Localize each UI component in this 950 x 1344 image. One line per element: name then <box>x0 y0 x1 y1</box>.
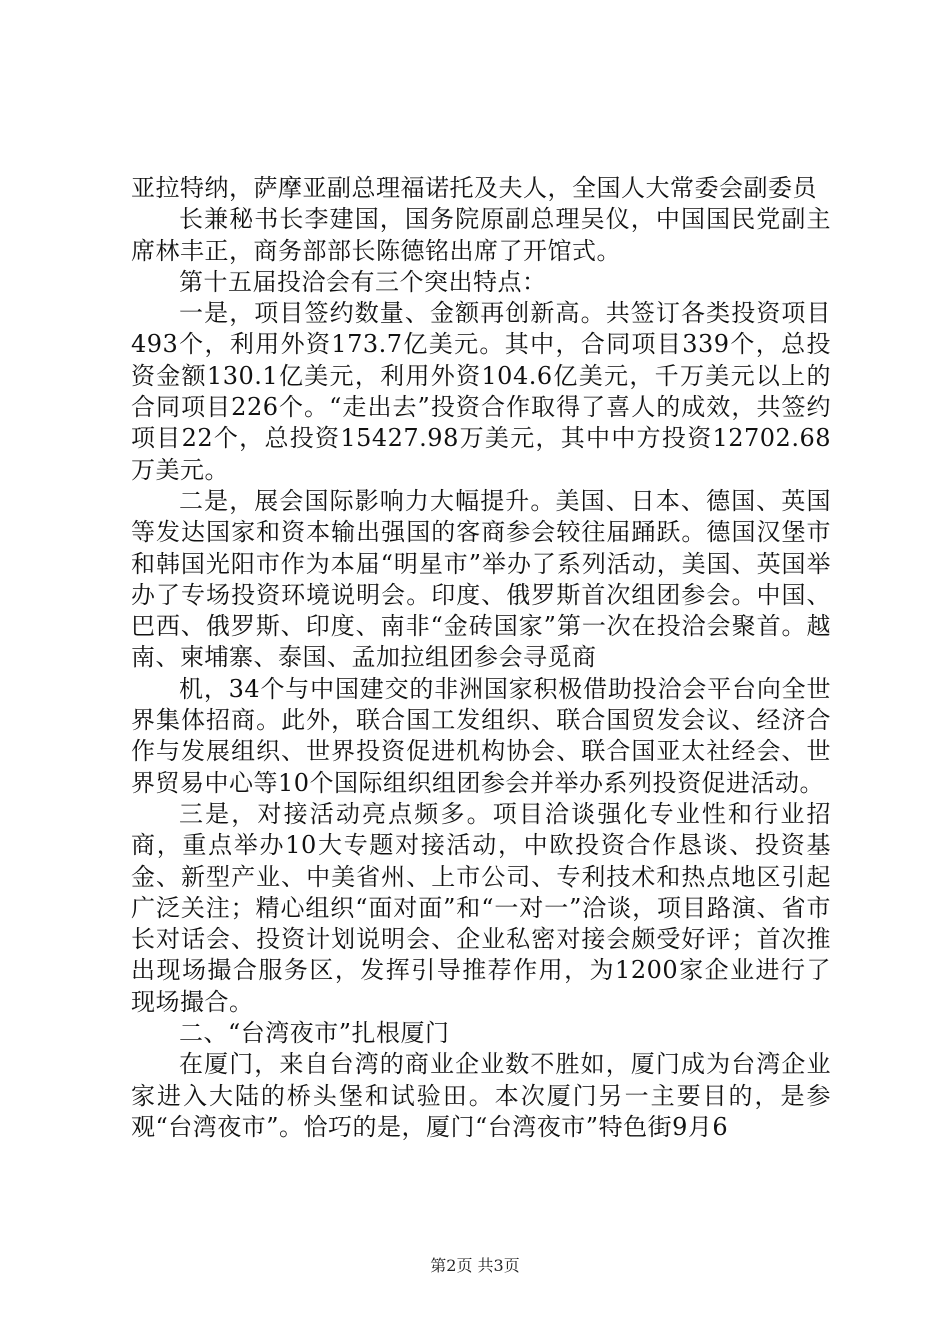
page-footer: 第2页 共3页 <box>430 1256 520 1275</box>
paragraph-7: 三是，对接活动亮点频多。项目洽谈强化专业性和行业招商，重点举办10大专题对接活动，中欧投资合作恳谈、投资基金、新型产业、中美省州、上市公司、专利技术和热点地区引起广泛关注；精心组织“面对面”和“一对一”洽谈，项目路演、省市长对话会、投资计划说明会、企业私密对接会颇受好评；首次推出现场撮合服务区，发挥引导推荐作用，为1200家企业进行了现场撮合。 <box>131 799 831 1016</box>
paragraph-3: 第十五届投洽会有三个突出特点： <box>179 267 547 296</box>
paragraph-5: 二是，展会国际影响力大幅提升。美国、日本、德国、英国等发达国家和资本输出强国的客商参会较往届踊跃。德国汉堡市和韩国光阳市作为本届“明星市”举办了系列活动，美国、英国举办了专场投资环境说明会。印度、俄罗斯首次组团参会。中国、巴西、俄罗斯、印度、南非“金砖国家”第一次在投洽会聚首。越南、柬埔寨、泰国、孟加拉组团参会寻觅商 <box>131 486 831 672</box>
paragraph-9: 在厦门，来自台湾的商业企业数不胜如，厦门成为台湾企业家进入大陆的桥头堡和试验田。本次厦门另一主要目的，是参观“台湾夜市”。恰巧的是，厦门“台湾夜市”特色街9月6 <box>131 1050 831 1141</box>
paragraph-4: 一是，项目签约数量、金额再创新高。共签订各类投资项目493个，利用外资173.7亿美元。其中，合同项目339个，总投资金额130.1亿美元，利用外资104.6亿美元，千万美元以上的合同项目226个。“走出去”投资合作取得了喜人的成效，共签约项目22个，总投资15427.98万美元，其中中方投资12702.68万美元。 <box>131 299 831 484</box>
paragraph-2: 长兼秘书长李建国，国务院原副总理吴仪，中国国民党副主席林丰正，商务部部长陈德铭出席了开馆式。 <box>131 205 831 265</box>
section-heading: 二、“台湾夜市”扎根厦门 <box>179 1019 450 1048</box>
paragraph-1: 亚拉特纳，萨摩亚副总理福诺托及夫人，全国人大常委会副委员 <box>131 174 817 202</box>
paragraph-6: 机，34个与中国建交的非洲国家积极借助投洽会平台向全世界集体招商。此外，联合国工发组织、联合国贸发会议、经济合作与发展组织、世界投资促进机构协会、联合国亚太社经会、世界贸易中心等10个国际组织组团参会并举办系列投资促进活动。 <box>131 674 831 797</box>
document-body <box>131 173 831 1143</box>
